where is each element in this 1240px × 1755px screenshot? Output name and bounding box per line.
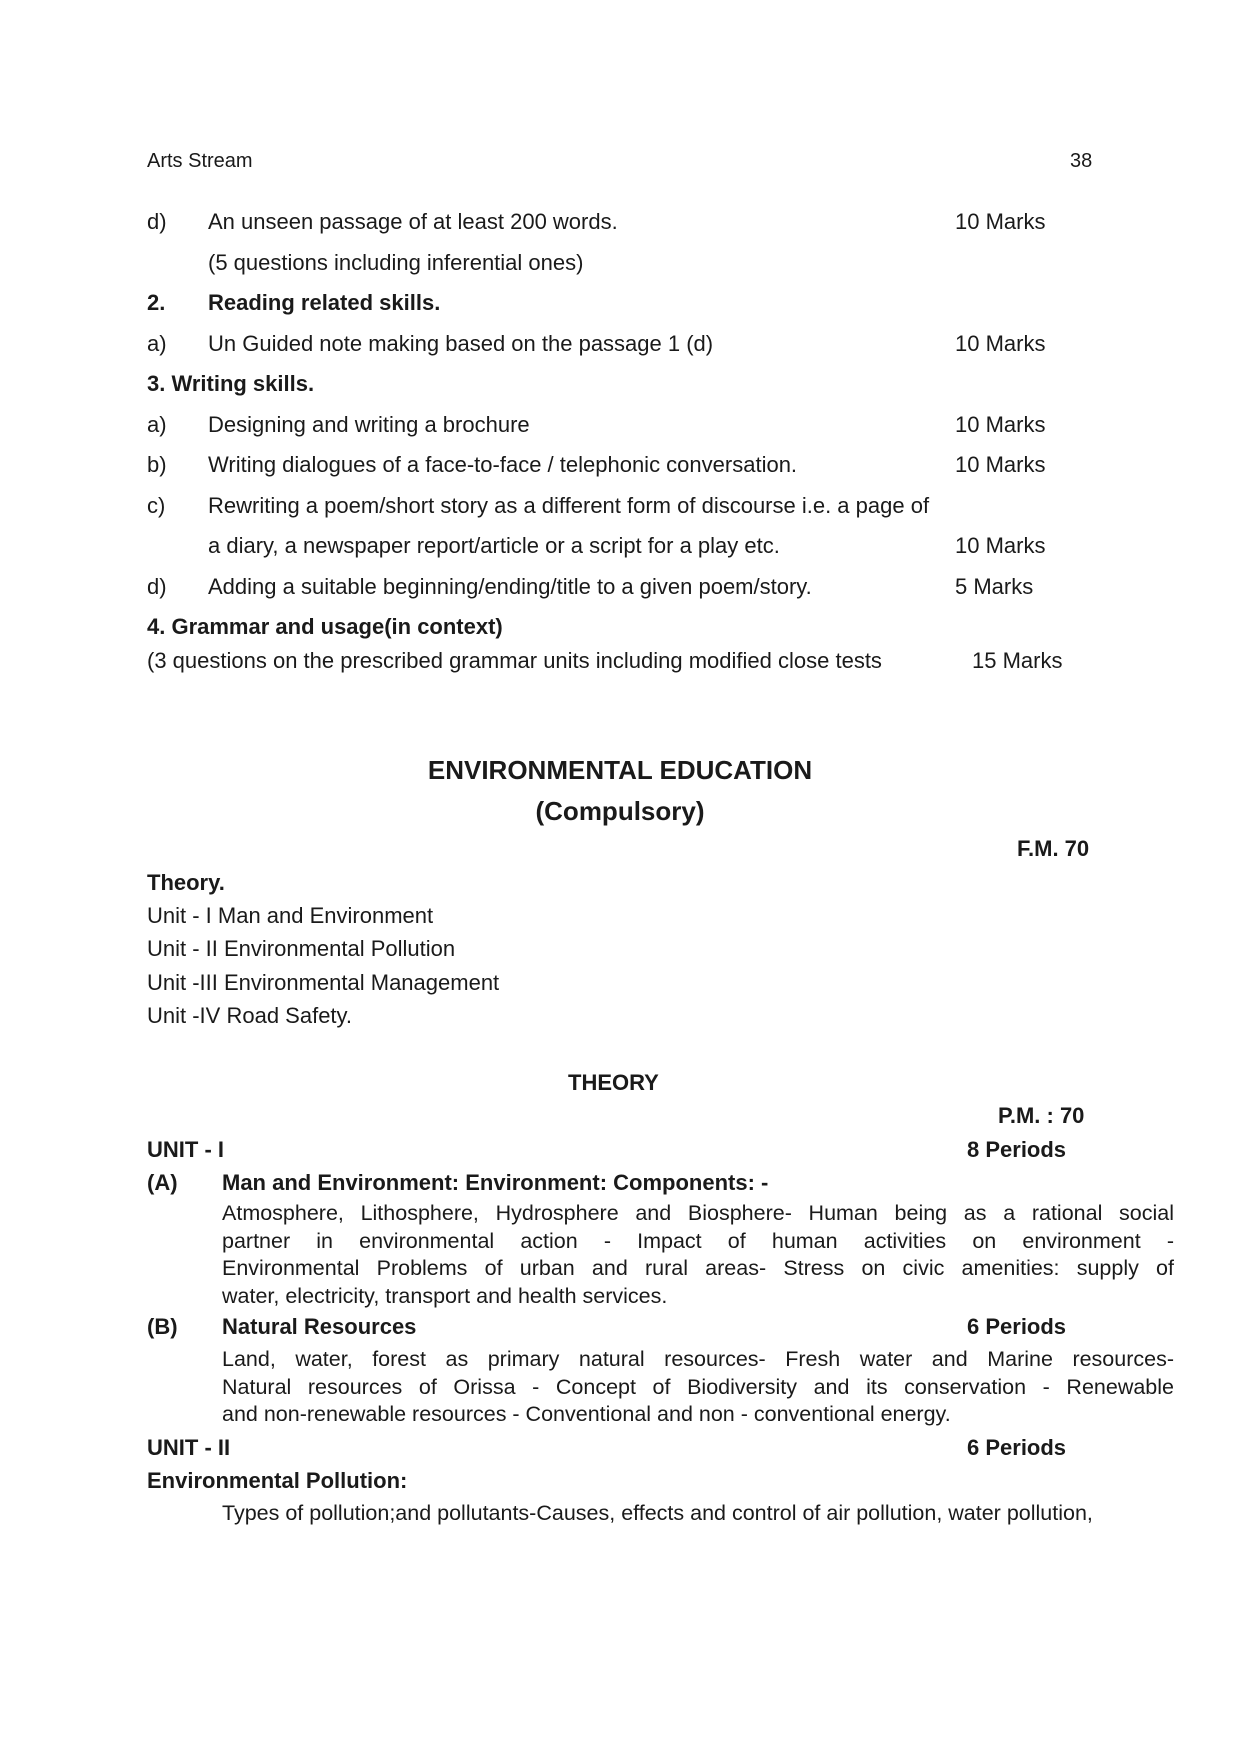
- pass-marks: P.M. : 70: [998, 1103, 1085, 1128]
- item-text: Un Guided note making based on the passage 1 (d): [208, 331, 714, 356]
- unit-periods: 6 Periods: [967, 1435, 1067, 1460]
- item-marks: 10 Marks: [955, 533, 1046, 558]
- item-text: (3 questions on the prescribed grammar units including modified close tests: [147, 648, 882, 673]
- unit-list-item: Unit - II Environmental Pollution: [147, 936, 456, 961]
- item-text: Adding a suitable beginning/ending/title to a given poem/story.: [208, 574, 812, 599]
- item-label: d): [147, 574, 167, 599]
- body-line: Atmosphere, Lithosphere, Hydrosphere and Biosphere- Human being as a rational social: [222, 1201, 1174, 1225]
- unit-list-item: Unit -IV Road Safety.: [147, 1003, 353, 1028]
- body-line: Environmental Problems of urban and rural areas- Stress on civic amenities: supply of: [222, 1256, 1174, 1280]
- subsection-label: (A): [147, 1170, 178, 1195]
- subsection-heading: Natural Resources: [222, 1314, 417, 1339]
- item-marks: 5 Marks: [955, 574, 1034, 599]
- body-line: Land, water, forest as primary natural resources- Fresh water and Marine resources-: [222, 1347, 1174, 1371]
- unit-label: UNIT - II: [147, 1435, 231, 1460]
- item-label: d): [147, 209, 167, 234]
- item-label: a): [147, 412, 167, 437]
- body-line: and non-renewable resources - Conventional and non - conventional energy.: [222, 1402, 951, 1426]
- item-text: a diary, a newspaper report/article or a script for a play etc.: [208, 533, 780, 558]
- section-heading: 4. Grammar and usage(in context): [147, 614, 503, 639]
- section-heading: 3. Writing skills.: [147, 371, 315, 396]
- full-marks: F.M. 70: [1017, 836, 1090, 861]
- body-line: water, electricity, transport and health services.: [222, 1283, 668, 1308]
- running-header: Arts Stream: [147, 150, 253, 172]
- subsection-body: [222, 1500, 1174, 1528]
- section-heading: Reading related skills.: [208, 290, 441, 315]
- subsection-heading: Man and Environment: Environment: Components: -: [222, 1170, 769, 1195]
- unit-periods: 8 Periods: [967, 1137, 1067, 1162]
- item-text: Rewriting a poem/short story as a different form of discourse i.e. a page of: [208, 493, 930, 518]
- body-line: Natural resources of Orissa - Concept of Biodiversity and its conservation - Renewable: [222, 1374, 1174, 1399]
- item-text: Designing and writing a brochure: [208, 412, 530, 437]
- subsection-periods: 6 Periods: [967, 1314, 1067, 1339]
- unit-list-item: Unit -III Environmental Management: [147, 970, 500, 995]
- section-number: 2.: [147, 290, 166, 315]
- body-line: partner in environmental action - Impact of human activities on environment -: [222, 1228, 1174, 1253]
- subsection-heading: Environmental Pollution:: [147, 1468, 408, 1493]
- item-label: b): [147, 452, 167, 477]
- item-label: a): [147, 331, 167, 356]
- item-text: An unseen passage of at least 200 words.: [208, 209, 618, 234]
- item-text: (5 questions including inferential ones): [208, 250, 584, 275]
- page-number: 38: [1070, 150, 1093, 172]
- item-marks: 10 Marks: [955, 452, 1046, 477]
- item-marks: 10 Marks: [955, 331, 1046, 356]
- subject-title: ENVIRONMENTAL EDUCATION: [427, 755, 813, 785]
- subsection-body: [222, 1200, 1174, 1310]
- item-label: c): [147, 493, 166, 518]
- unit-list-item: Unit - I Man and Environment: [147, 903, 434, 928]
- unit-label: UNIT - I: [147, 1137, 224, 1162]
- theory-heading: THEORY: [568, 1070, 659, 1095]
- subsection-label: (B): [147, 1314, 178, 1339]
- item-text: Writing dialogues of a face-to-face / telephonic conversation.: [208, 452, 798, 477]
- item-marks: 10 Marks: [955, 412, 1046, 437]
- subsection-body: [222, 1346, 1174, 1429]
- subject-subtitle: (Compulsory): [535, 796, 705, 826]
- item-marks: 10 Marks: [955, 209, 1046, 234]
- theory-label: Theory.: [147, 870, 225, 895]
- item-marks: 15 Marks: [972, 648, 1063, 673]
- body-line: Types of pollution;and pollutants-Causes, effects and control of air pollution, water pollution,: [222, 1501, 1093, 1525]
